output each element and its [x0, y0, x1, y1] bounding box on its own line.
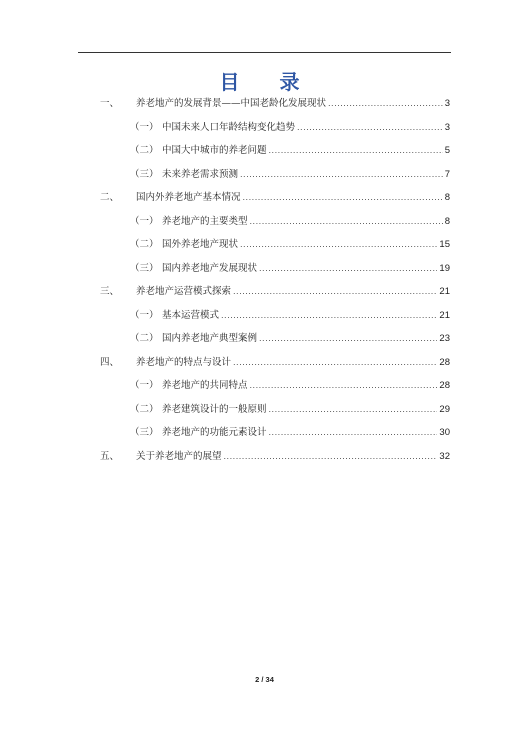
toc-entry-number: （一） — [130, 309, 159, 321]
toc-entry-page: 30 — [439, 427, 450, 438]
toc-entry-number: （三） — [130, 427, 159, 438]
toc-entry-title: 养老地产的主要类型 — [162, 215, 248, 227]
toc-entry-title: 养老地产运营模式探索 — [136, 286, 232, 297]
toc-entry-number: 三、 — [100, 286, 120, 297]
toc-entry[interactable] — [100, 233, 450, 257]
toc-entry[interactable] — [100, 327, 450, 351]
toc-entry-title: 国内养老地产发展现状 — [162, 262, 258, 274]
toc-entry-page: 21 — [439, 309, 450, 321]
toc-entry-title: 基本运营模式 — [162, 309, 220, 321]
toc-entry-page: 19 — [439, 262, 450, 274]
toc-entry-page: 28 — [439, 380, 450, 391]
toc-entry-title: 中国未来人口年龄结构变化趋势 — [162, 121, 296, 133]
toc-entry[interactable] — [100, 210, 450, 234]
toc-entry-title: 养老地产的共同特点 — [162, 380, 248, 391]
toc-entry-page: 3 — [444, 98, 450, 109]
toc-entry-page: 8 — [444, 215, 450, 227]
toc-entry-page: 23 — [439, 333, 450, 344]
toc-entry[interactable] — [100, 163, 450, 187]
toc-entry-page: 7 — [444, 168, 450, 180]
toc-entry-title: 关于养老地产的展望 — [136, 450, 222, 462]
toc-entry-page: 28 — [439, 356, 450, 368]
toc-entry-title: 养老地产的发展背景——中国老龄化发展现状 — [136, 98, 327, 109]
toc-entry[interactable] — [100, 304, 450, 328]
toc-entry-page: 3 — [444, 121, 450, 133]
toc-entry-page: 8 — [444, 192, 450, 203]
toc-dot-leader — [250, 374, 438, 398]
toc-entry[interactable] — [100, 92, 450, 116]
toc-dot-leader — [233, 351, 437, 375]
toc-dot-leader — [243, 186, 443, 210]
toc-entry-number: （三） — [130, 262, 159, 274]
toc-entry-title: 养老地产的功能元素设计 — [162, 427, 267, 438]
toc-entry-page: 21 — [439, 286, 450, 297]
toc-entry-page: 15 — [439, 239, 450, 250]
toc-entry-number: （二） — [130, 333, 159, 344]
toc-entry-title: 国外养老地产现状 — [162, 239, 239, 250]
toc-entry-title: 国内外养老地产基本情况 — [136, 192, 241, 203]
toc-dot-leader — [240, 163, 443, 187]
toc-entry-page: 5 — [444, 145, 450, 156]
toc-entry-page: 29 — [439, 403, 450, 415]
toc-entry-number: 五、 — [100, 450, 120, 462]
toc-dot-leader — [259, 327, 437, 351]
toc-entry-title: 未来养老需求预测 — [162, 168, 239, 180]
toc-dot-leader — [221, 304, 437, 328]
toc-entry-title: 养老建筑设计的一般原则 — [162, 403, 267, 415]
toc-entry-number: 一、 — [100, 98, 120, 109]
toc-entry-title: 中国大中城市的养老问题 — [162, 145, 267, 156]
toc-dot-leader — [224, 445, 438, 469]
toc-entry-title: 国内养老地产典型案例 — [162, 333, 258, 344]
toc-entry-number: 二、 — [100, 192, 120, 203]
toc-entry[interactable] — [100, 421, 450, 445]
toc-entry-number: （一） — [130, 121, 159, 133]
toc-entry-page: 32 — [439, 450, 450, 462]
toc-dot-leader — [269, 421, 438, 445]
table-of-contents — [100, 92, 450, 468]
page-title: 目 录 — [219, 70, 310, 94]
toc-entry[interactable] — [100, 116, 450, 140]
toc-dot-leader — [240, 233, 437, 257]
toc-dot-leader — [269, 398, 438, 422]
toc-entry[interactable] — [100, 398, 450, 422]
toc-entry[interactable] — [100, 139, 450, 163]
toc-dot-leader — [297, 116, 443, 140]
header-rule — [78, 52, 451, 53]
toc-entry[interactable] — [100, 374, 450, 398]
toc-entry[interactable] — [100, 445, 450, 469]
toc-entry-number: （三） — [130, 168, 159, 180]
toc-entry-number: （二） — [130, 145, 159, 156]
toc-dot-leader — [250, 210, 443, 234]
toc-entry-number: 四、 — [100, 356, 120, 368]
toc-dot-leader — [269, 139, 443, 163]
toc-entry-number: （二） — [130, 239, 159, 250]
toc-entry-number: （一） — [130, 215, 159, 227]
toc-entry-title: 养老地产的特点与设计 — [136, 356, 232, 368]
toc-dot-leader — [259, 257, 437, 281]
toc-entry-number: （一） — [130, 380, 159, 391]
toc-dot-leader — [328, 92, 443, 116]
toc-entry[interactable] — [100, 351, 450, 375]
toc-dot-leader — [233, 280, 437, 304]
page-number-footer: 2 / 34 — [255, 675, 274, 684]
toc-entry-number: （二） — [130, 403, 159, 415]
toc-entry[interactable] — [100, 257, 450, 281]
toc-entry[interactable] — [100, 186, 450, 210]
toc-entry[interactable] — [100, 280, 450, 304]
